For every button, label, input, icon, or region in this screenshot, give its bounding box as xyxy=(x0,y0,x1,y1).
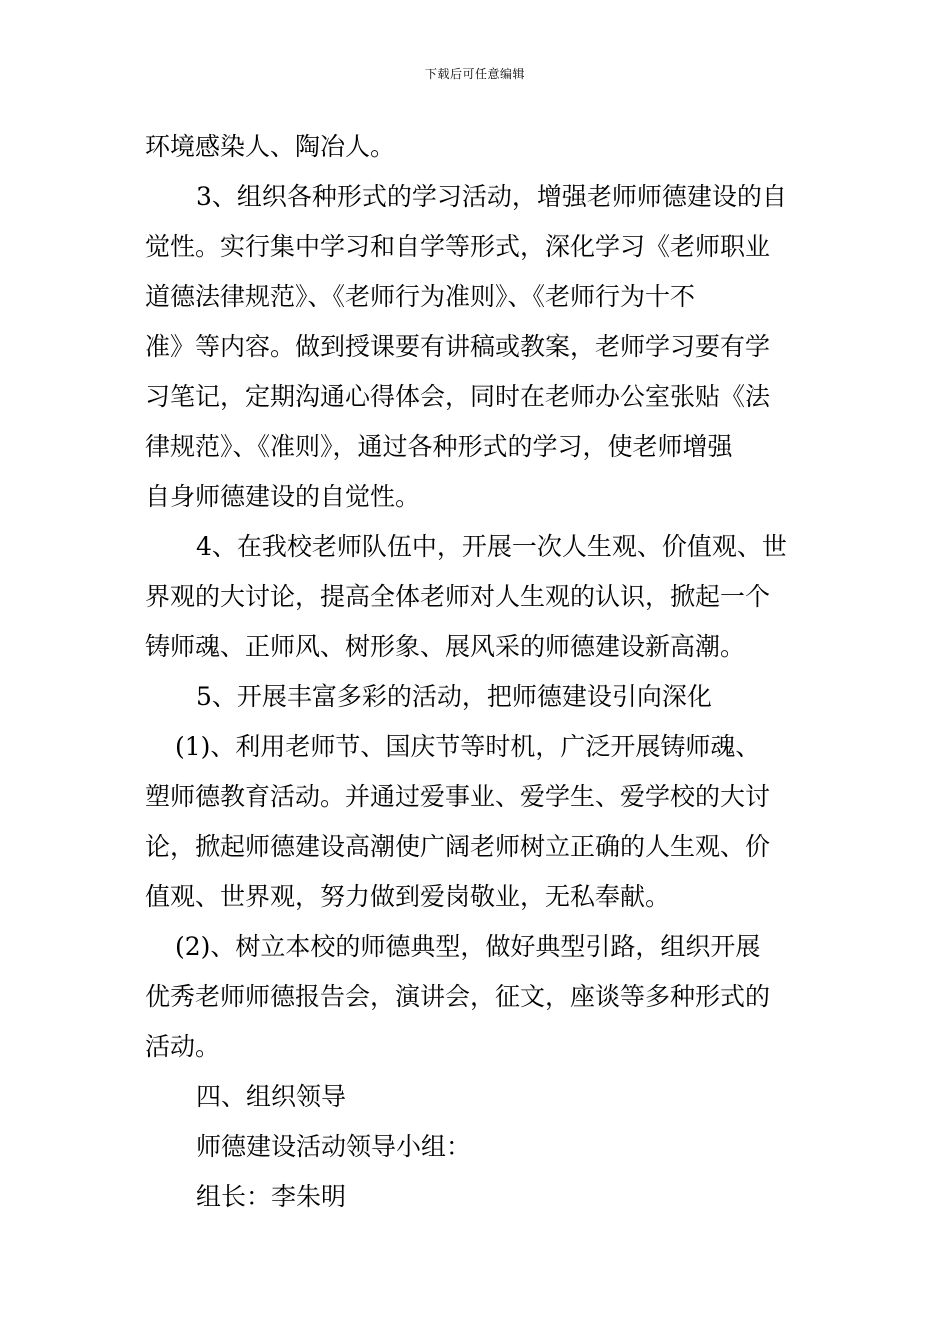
document-body xyxy=(145,122,810,1222)
text-line: (1)、利用老师节、国庆节等时机，广泛开展铸师魂、 xyxy=(175,732,761,761)
text-line: 律规范》、《准则》，通过各种形式的学习，使老师增强 xyxy=(145,432,733,461)
text-line: 自身师德建设的自觉性。 xyxy=(145,482,421,511)
text-line: 觉性。实行集中学习和自学等形式，深化学习《老师职业 xyxy=(145,232,771,261)
text-line: 活动。 xyxy=(145,1032,221,1061)
text-line: 3、组织各种形式的学习活动，增强老师师德建设的自 xyxy=(196,182,787,211)
text-line: 道德法律规范》、《老师行为准则》、《老师行为十不 xyxy=(145,282,696,311)
text-line: 塑师德教育活动。并通过爱事业、爱学生、爱学校的大讨 xyxy=(145,782,771,811)
text-line: 优秀老师师德报告会，演讲会，征文，座谈等多种形式的 xyxy=(145,982,771,1011)
section-heading: 四、组织领导 xyxy=(196,1082,347,1111)
header-note: 下载后可任意编辑 xyxy=(424,67,525,81)
text-line: 师德建设活动领导小组： xyxy=(196,1132,472,1161)
text-line: 值观、世界观，努力做到爱岗敬业，无私奉献。 xyxy=(145,882,671,911)
text-line: 界观的大讨论，提高全体老师对人生观的认识，掀起一个 xyxy=(145,582,771,611)
text-line: 环境感染人、陶冶人。 xyxy=(145,132,396,161)
text-line: 习笔记，定期沟通心得体会，同时在老师办公室张贴《法 xyxy=(145,382,771,411)
text-line: 铸师魂、正师风、树形象、展风采的师德建设新高潮。 xyxy=(145,632,746,661)
text-line: 5、开展丰富多彩的活动，把师德建设引向深化 xyxy=(196,682,712,711)
text-line: 组长：李朱明 xyxy=(196,1182,347,1211)
text-line: 准》等内容。做到授课要有讲稿或教案，老师学习要有学 xyxy=(145,332,771,361)
text-line: 论，掀起师德建设高潮使广阔老师树立正确的人生观、价 xyxy=(145,832,771,861)
text-line: 4、在我校老师队伍中，开展一次人生观、价值观、世 xyxy=(196,532,787,561)
text-line: (2)、树立本校的师德典型，做好典型引路，组织开展 xyxy=(175,932,761,961)
